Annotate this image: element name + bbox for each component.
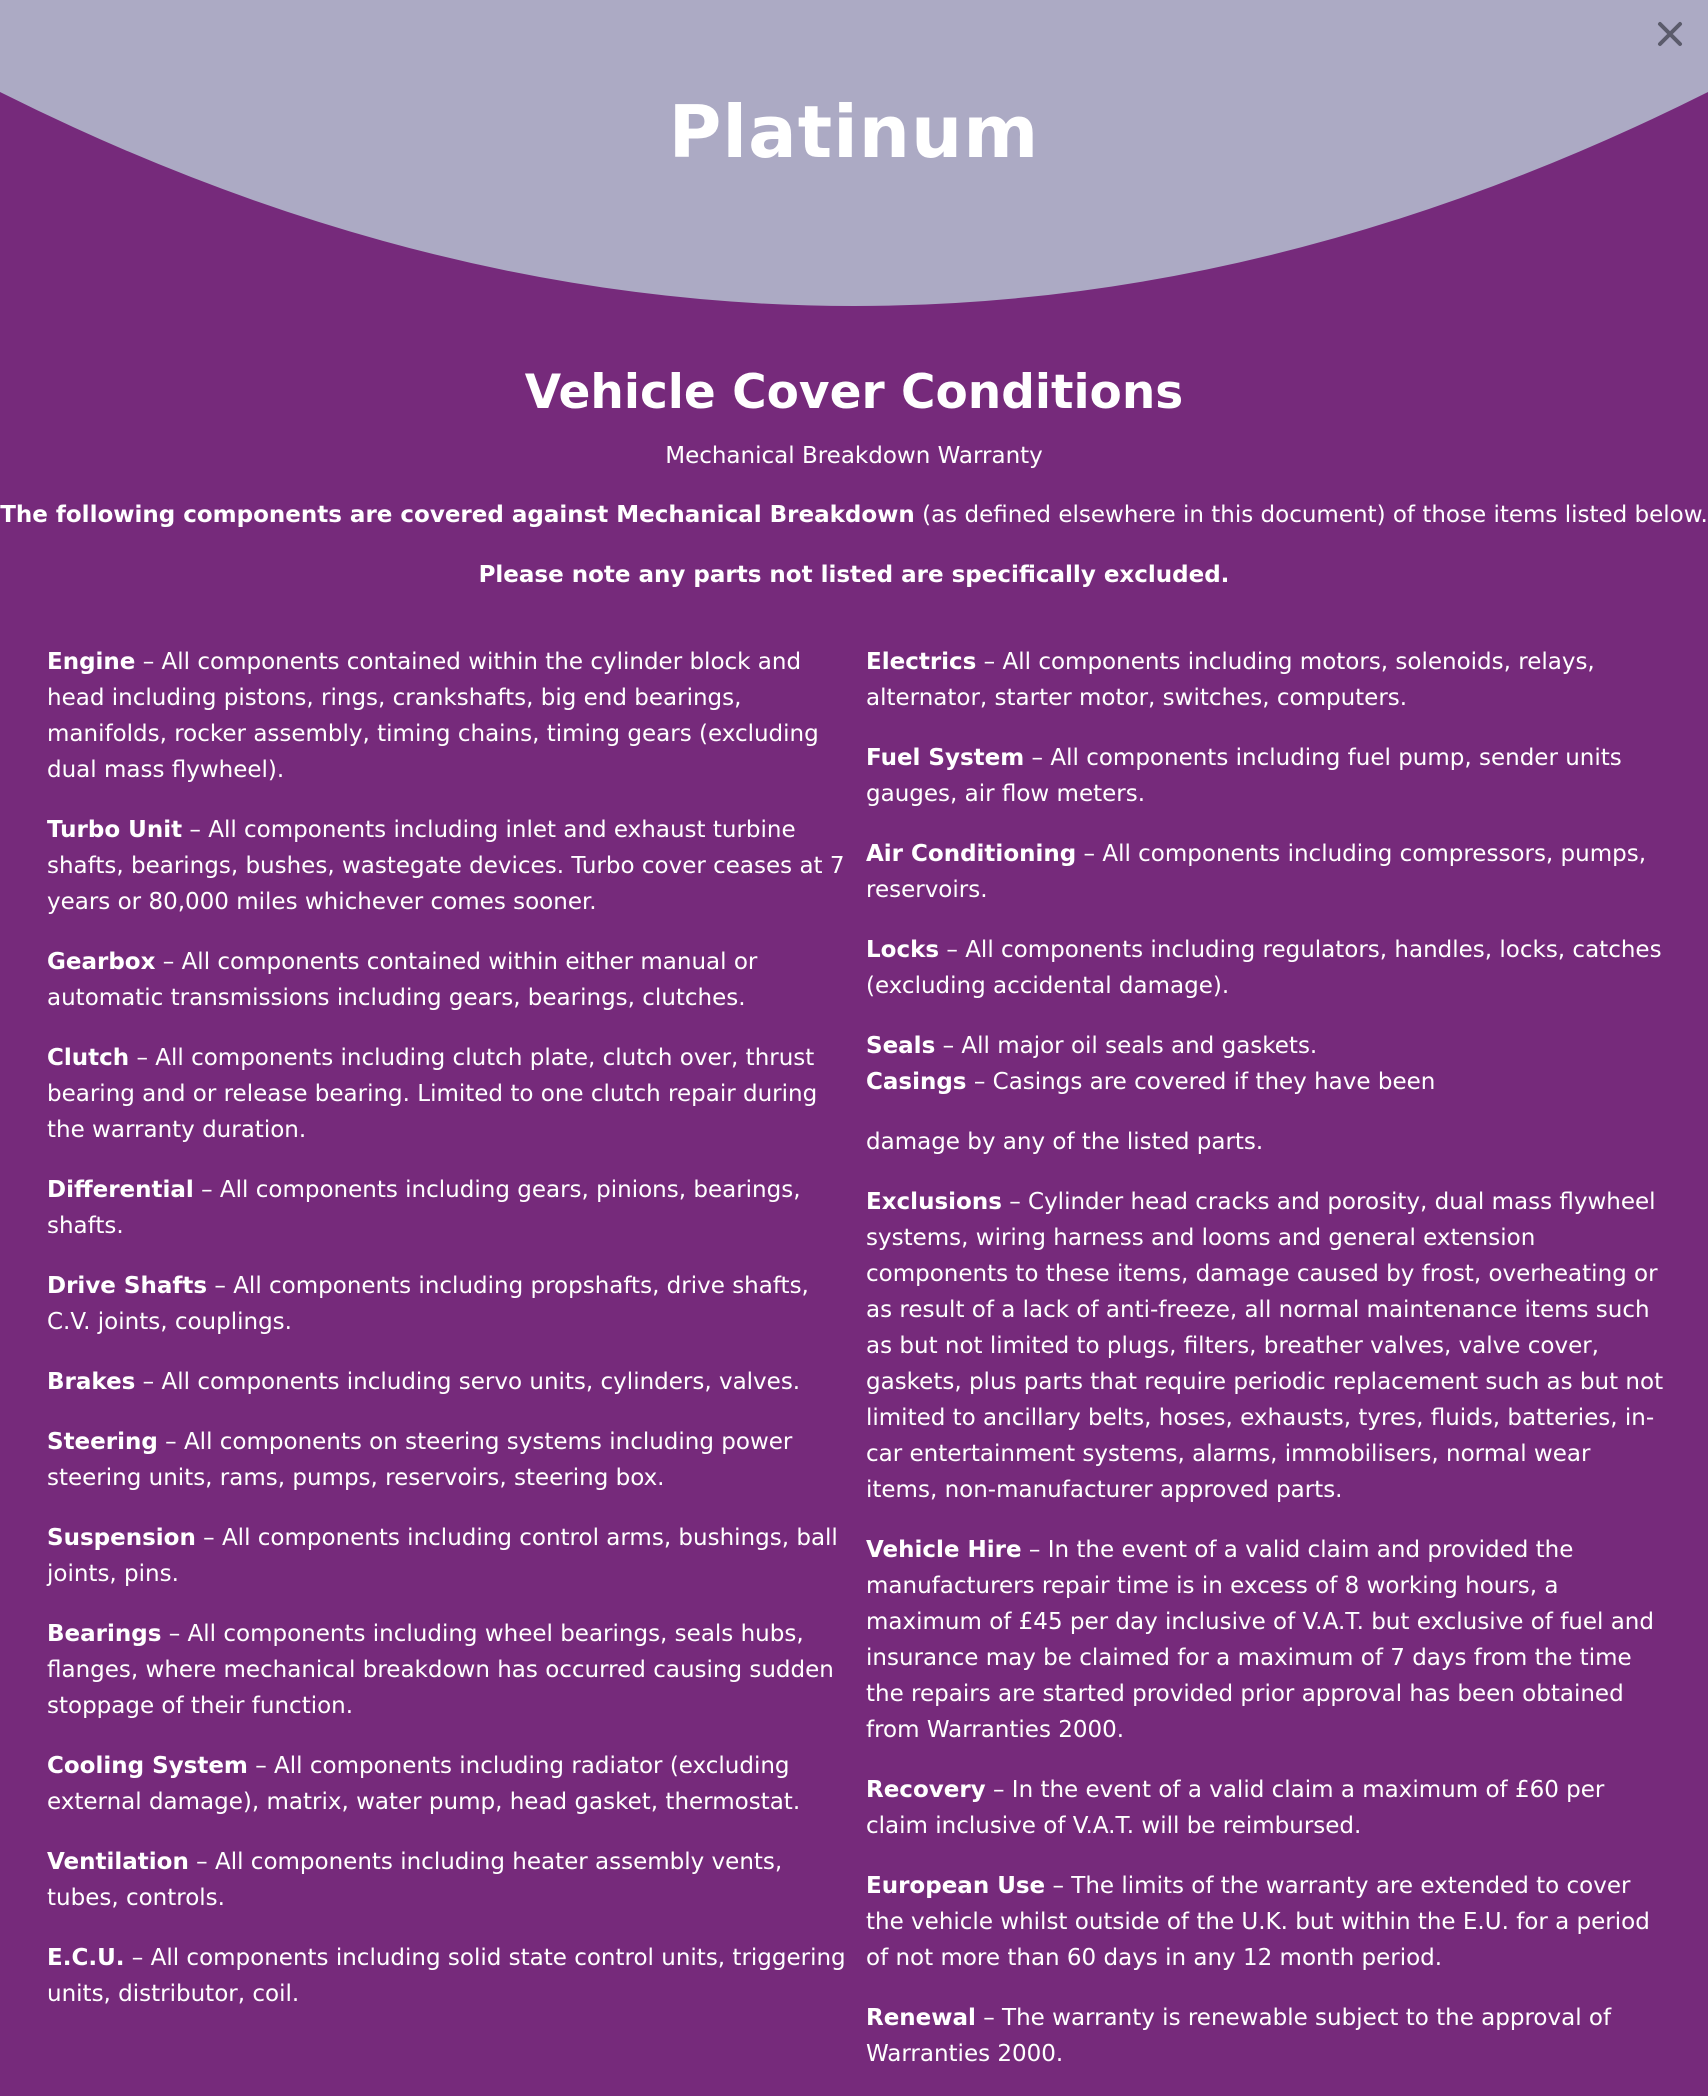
cover-item-fuel-system xyxy=(866,740,1666,812)
cover-item-ventilation xyxy=(47,1844,847,1916)
cover-item-name: Steering xyxy=(47,1429,158,1455)
cover-item-text: – Casings are covered if they have been xyxy=(966,1069,1436,1095)
cover-item-text: – Cylinder head cracks and porosity, dual mass flywheel systems, wiring harness and looms and general extension components to these items, damage caused by frost, overheating or as result of a lack of anti-freeze, all normal maintenance items such as but not limited to plugs, filters, breather valves, valve cover, gaskets, plus parts that require periodic replacement such as but not limited to ancillary belts, hoses, exhausts, tyres, fluids, batteries, in-car entertainment systems, alarms, immobilisers, normal wear items, non-manufacturer approved parts. xyxy=(866,1189,1664,1503)
cover-item-engine xyxy=(47,644,847,788)
close-icon xyxy=(1656,20,1684,48)
cover-item-locks xyxy=(866,932,1666,1004)
cover-item-text: – In the event of a valid claim a maximum of £60 per claim inclusive of V.A.T. will be reimbursed. xyxy=(866,1777,1605,1839)
cover-item-text: – All components including regulators, handles, locks, catches (excluding accidental damage). xyxy=(866,937,1662,999)
cover-item-name: Drive Shafts xyxy=(47,1273,208,1299)
close-button[interactable] xyxy=(1650,14,1690,54)
cover-item-text: – All components including solid state control units, triggering units, distributor, coil. xyxy=(47,1945,846,2007)
cover-item-steering xyxy=(47,1424,847,1496)
cover-item-text: – All components including propshafts, drive shafts, C.V. joints, couplings. xyxy=(47,1273,809,1335)
cover-item-text: – All components including radiator (excluding external damage), matrix, water pump, head gasket, thermostat. xyxy=(47,1753,801,1815)
cover-item-e-c-u xyxy=(47,1940,847,2012)
cover-item-name: European Use xyxy=(866,1873,1046,1899)
cover-item-name: Seals xyxy=(866,1033,936,1059)
cover-item-name: Turbo Unit xyxy=(47,817,183,843)
cover-item-name: Brakes xyxy=(47,1369,136,1395)
cover-item-name: Locks xyxy=(866,937,940,963)
cover-item-electrics xyxy=(866,644,1666,716)
cover-item-name: Recovery xyxy=(866,1777,986,1803)
cover-item-cooling-system xyxy=(47,1748,847,1820)
cover-item-name: Cooling System xyxy=(47,1753,248,1779)
intro-bold: The following components are covered against Mechanical Breakdown xyxy=(0,502,915,528)
cover-item-drive-shafts xyxy=(47,1268,847,1340)
cover-item-name: Fuel System xyxy=(866,745,1025,771)
cover-item-name: Gearbox xyxy=(47,949,156,975)
exclusion-note: Please note any parts not listed are specifically excluded. xyxy=(478,562,1230,588)
cover-item-renewal xyxy=(866,2000,1666,2072)
cover-item-text: – All major oil seals and gaskets. xyxy=(935,1033,1318,1059)
section-title: Vehicle Cover Conditions xyxy=(524,365,1184,420)
cover-item-text: – In the event of a valid claim and provided the manufacturers repair time is in excess of 8 working hours, a maximum of £45 per day inclusive of V.A.T. but exclusive of fuel and insurance may be claimed for a maximum of 7 days from the time the repairs are started provided prior approval has been obtained from Warranties 2000. xyxy=(866,1537,1654,1743)
cover-item-text: – All components on steering systems including power steering units, rams, pumps, reservoirs, steering box. xyxy=(47,1429,793,1491)
subtitle: Mechanical Breakdown Warranty xyxy=(665,443,1043,469)
cover-item-name: E.C.U. xyxy=(47,1945,125,1971)
intro-paragraph xyxy=(0,502,1708,528)
cover-item-text: – All components contained within the cylinder block and head including pistons, rings, crankshafts, big end bearings, manifolds, rocker assembly, timing chains, timing gears (excluding dual mass flywheel). xyxy=(47,649,819,783)
right-column xyxy=(866,644,1666,2096)
cover-item-exclusions xyxy=(866,1184,1666,1508)
cover-item-brakes xyxy=(47,1364,847,1400)
cover-item-recovery xyxy=(866,1772,1666,1844)
cover-item-gearbox xyxy=(47,944,847,1016)
cover-item-text: damage by any of the listed parts. xyxy=(866,1129,1264,1155)
cover-item-casings xyxy=(866,1064,1666,1100)
cover-item-european-use xyxy=(866,1868,1666,1976)
cover-item-bearings xyxy=(47,1616,847,1724)
cover-item-clutch xyxy=(47,1040,847,1148)
cover-item-name: Bearings xyxy=(47,1621,162,1647)
cover-item-text: – All components including gears, pinions, bearings, shafts. xyxy=(47,1177,801,1239)
cover-item-text: – All components including wheel bearings, seals hubs, flanges, where mechanical breakdown has occurred causing sudden stoppage of their function. xyxy=(47,1621,834,1719)
cover-item-text: – All components including inlet and exhaust turbine shafts, bearings, bushes, wastegate devices. Turbo cover ceases at 7 years or 80,000 miles whichever comes sooner. xyxy=(47,817,845,915)
cover-item-name: Exclusions xyxy=(866,1189,1002,1215)
cover-item-name: Renewal xyxy=(866,2005,976,2031)
cover-item-text: – All components including clutch plate, clutch over, thrust bearing and or release bearing. Limited to one clutch repair during the warranty duration. xyxy=(47,1045,818,1143)
cover-item-name: Engine xyxy=(47,649,136,675)
cover-item-text: – The limits of the warranty are extended to cover the vehicle whilst outside of the U.K. but within the E.U. for a period of not more than 60 days in any 12 month period. xyxy=(866,1873,1650,1971)
cover-item-turbo-unit xyxy=(47,812,847,920)
cover-item-text: – All components including control arms, bushings, ball joints, pins. xyxy=(47,1525,838,1587)
cover-item-name: Differential xyxy=(47,1177,194,1203)
intro-rest: (as defined elsewhere in this document) of those items listed below. xyxy=(914,502,1708,528)
cover-item-air-conditioning xyxy=(866,836,1666,908)
cover-item-name: Clutch xyxy=(47,1045,130,1071)
cover-item-name: Casings xyxy=(866,1069,967,1095)
cover-item-vehicle-hire xyxy=(866,1532,1666,1748)
cover-item-differential xyxy=(47,1172,847,1244)
cover-item-text: – All components including servo units, cylinders, valves. xyxy=(135,1369,801,1395)
cover-item-text: – All components including compressors, pumps, reservoirs. xyxy=(866,841,1647,903)
left-column xyxy=(47,644,847,2036)
plan-title: Platinum xyxy=(668,90,1040,174)
cover-item-suspension xyxy=(47,1520,847,1592)
cover-item-name: Air Conditioning xyxy=(866,841,1077,867)
cover-item-seals xyxy=(866,1028,1666,1064)
cover-item-name: Suspension xyxy=(47,1525,196,1551)
cover-item-text: – All components including heater assembly vents, tubes, controls. xyxy=(47,1849,783,1911)
cover-item-name: Ventilation xyxy=(47,1849,189,1875)
cover-item-name: Electrics xyxy=(866,649,977,675)
cover-item-text: – All components including motors, solenoids, relays, alternator, starter motor, switches, computers. xyxy=(866,649,1595,711)
cover-item-name: Vehicle Hire xyxy=(866,1537,1022,1563)
cover-item-text: – The warranty is renewable subject to the approval of Warranties 2000. xyxy=(866,2005,1612,2067)
cover-item-text: – All components contained within either manual or automatic transmissions including gears, bearings, clutches. xyxy=(47,949,758,1011)
cover-item-text: – All components including fuel pump, sender units gauges, air flow meters. xyxy=(866,745,1622,807)
cover-item-continuation xyxy=(866,1124,1666,1160)
